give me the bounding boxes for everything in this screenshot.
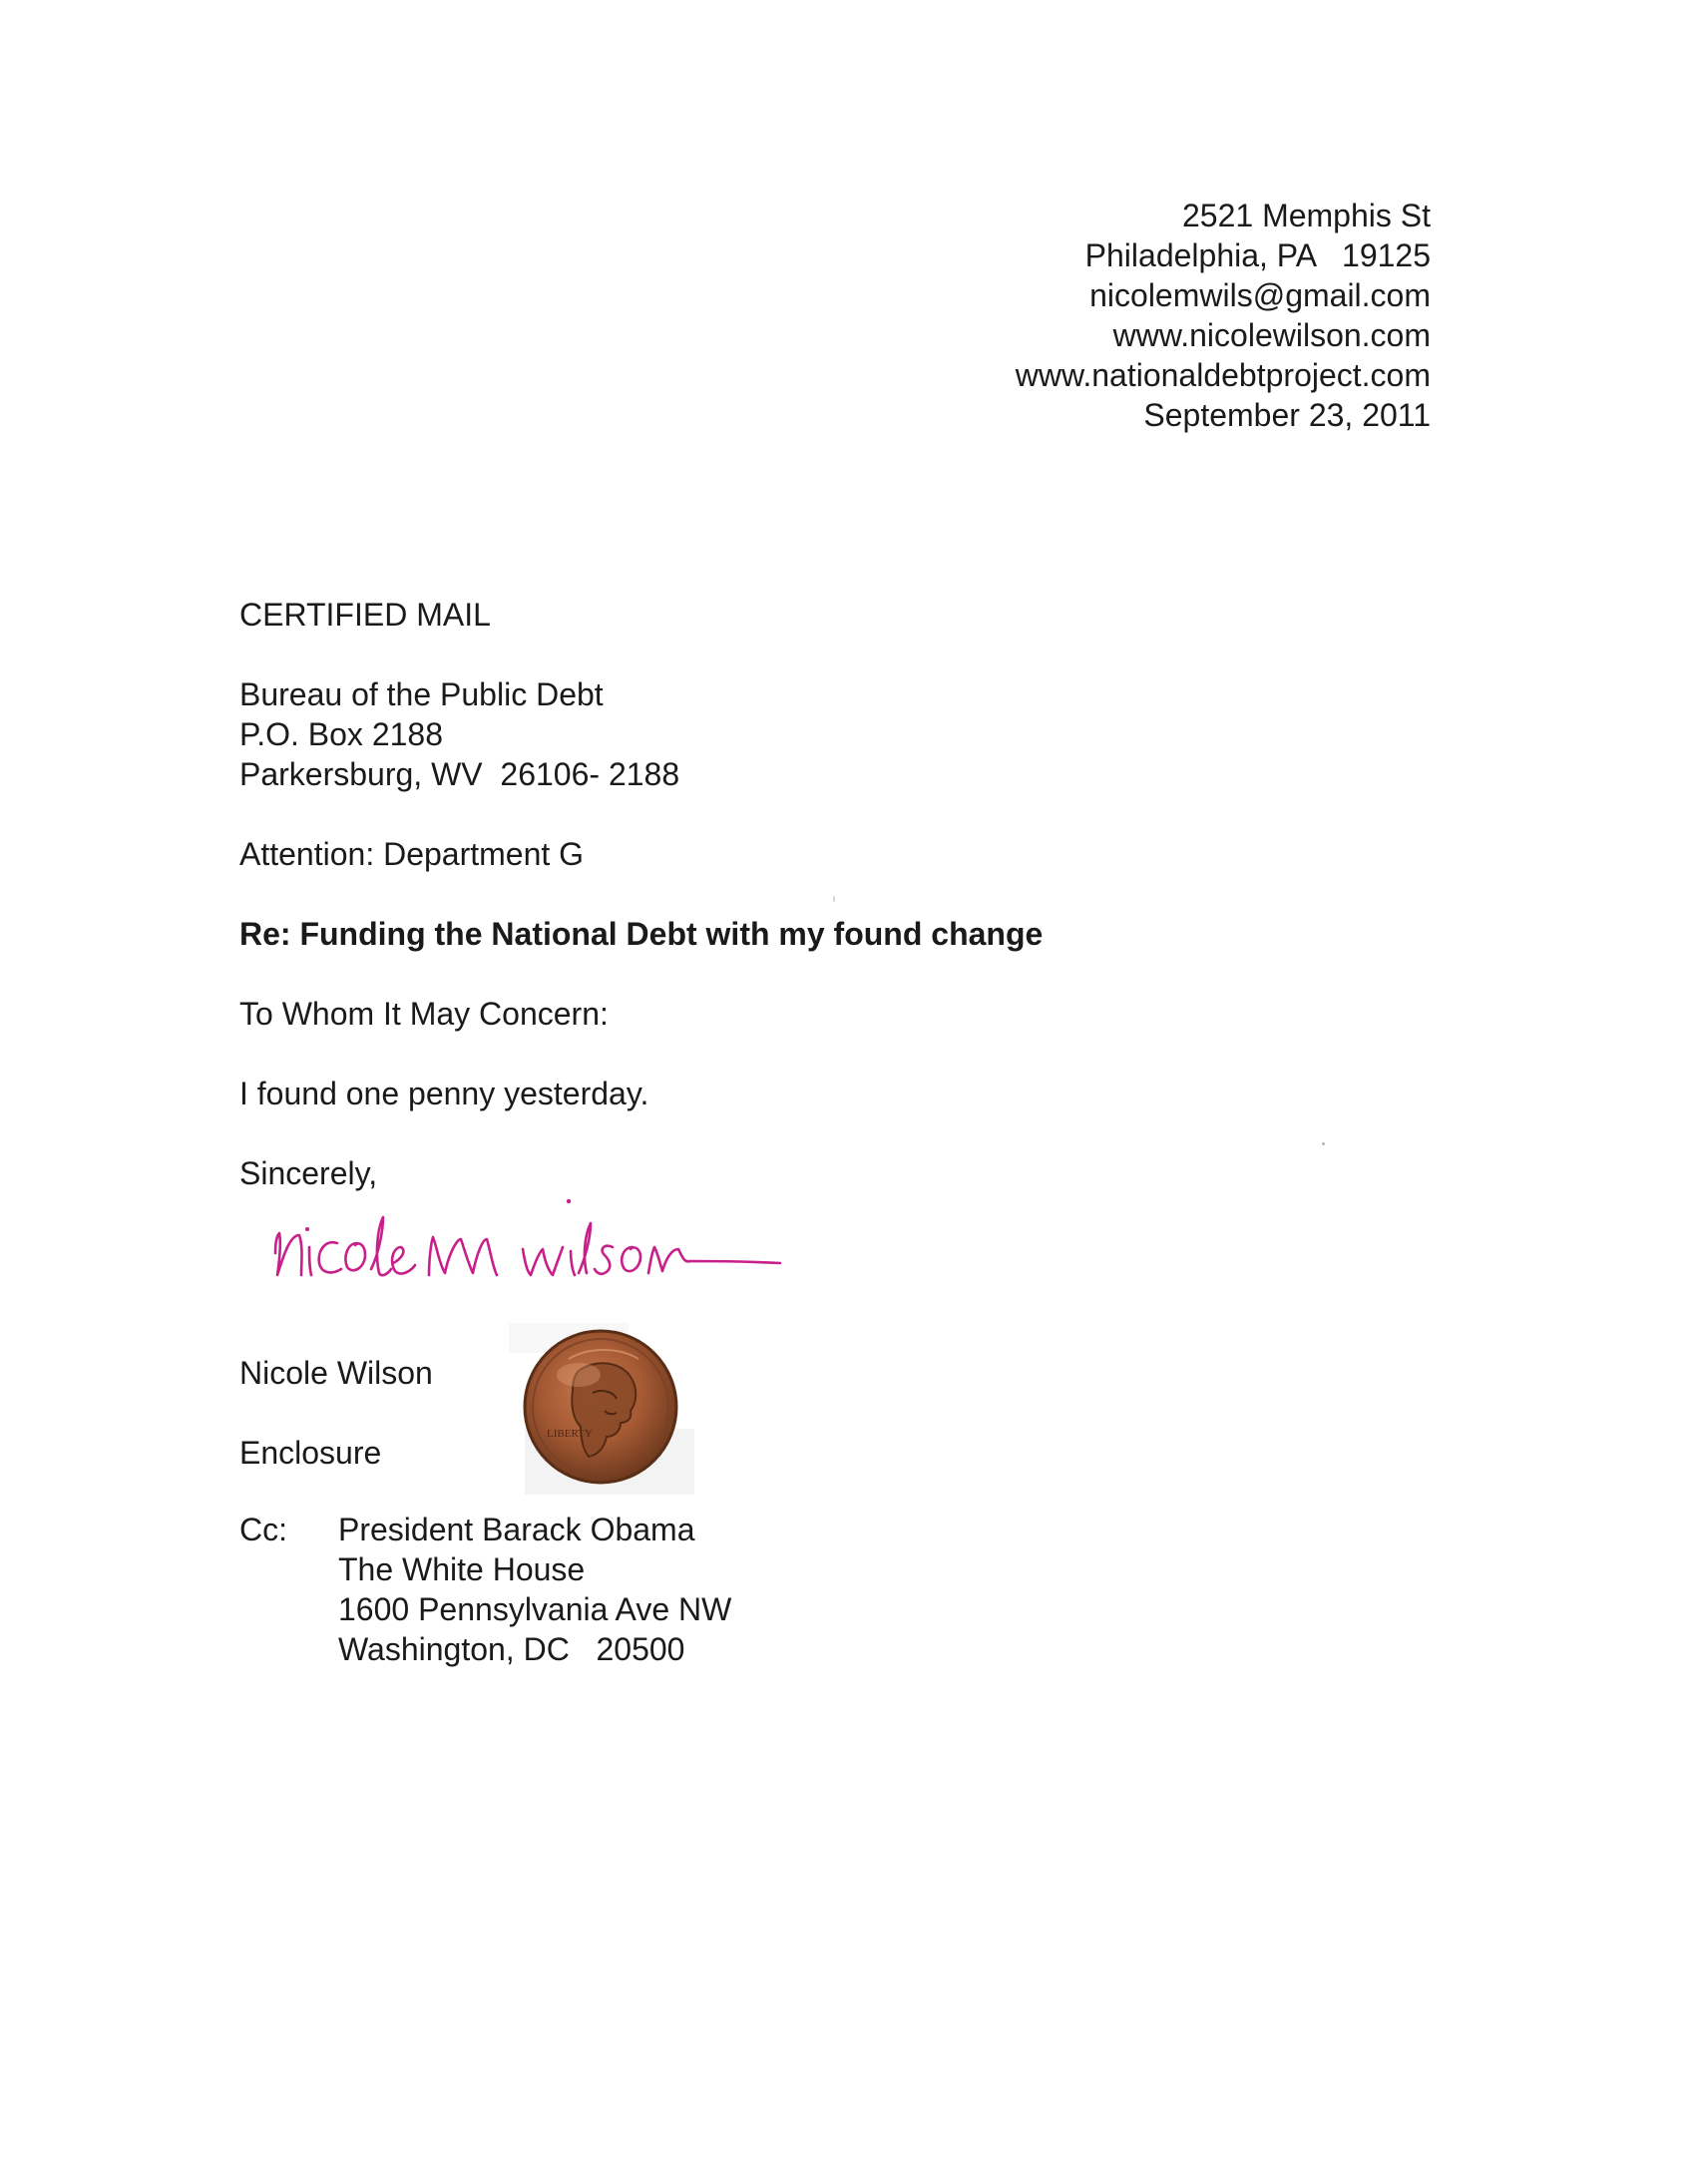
- cc-line: 1600 Pennsylvania Ave NW: [338, 1591, 732, 1627]
- cc-line: The White House: [338, 1551, 586, 1587]
- letter-date: September 23, 2011: [1143, 397, 1431, 433]
- scan-speck: [1322, 1142, 1325, 1145]
- sender-website-personal: www.nicolewilson.com: [1112, 317, 1431, 353]
- penny-coin-image: [509, 1319, 698, 1499]
- sender-email: nicolemwils@gmail.com: [1089, 277, 1431, 313]
- sender-website-project: www.nationaldebtproject.com: [1015, 357, 1431, 393]
- handwritten-signature: [261, 1177, 790, 1307]
- cc-line: President Barack Obama: [338, 1512, 695, 1547]
- svg-text:LIBERTY: LIBERTY: [547, 1428, 593, 1440]
- closing: Sincerely,: [239, 1155, 378, 1191]
- recipient-name: Bureau of the Public Debt: [239, 676, 604, 712]
- recipient-address-block: [239, 674, 679, 794]
- cc-label: Cc:: [239, 1512, 287, 1547]
- scan-speck: [833, 896, 835, 902]
- sender-city-state-zip: Philadelphia, PA 19125: [1084, 237, 1431, 273]
- recipient-po-box: P.O. Box 2188: [239, 716, 443, 752]
- cc-address-block: [338, 1510, 731, 1669]
- recipient-city-state-zip: Parkersburg, WV 26106- 2188: [239, 756, 680, 792]
- letter-body: I found one penny yesterday.: [239, 1076, 649, 1111]
- attention-line: Attention: Department G: [239, 836, 585, 872]
- salutation: To Whom It May Concern:: [239, 996, 609, 1032]
- signer-name: Nicole Wilson: [239, 1355, 433, 1391]
- enclosure-line: Enclosure: [239, 1435, 382, 1471]
- cc-line: Washington, DC 20500: [338, 1631, 685, 1667]
- sender-street: 2521 Memphis St: [1181, 198, 1431, 233]
- mail-type: CERTIFIED MAIL: [239, 597, 491, 633]
- subject-line: Re: Funding the National Debt with my found change: [239, 916, 1044, 952]
- sender-address-block: [1016, 196, 1431, 435]
